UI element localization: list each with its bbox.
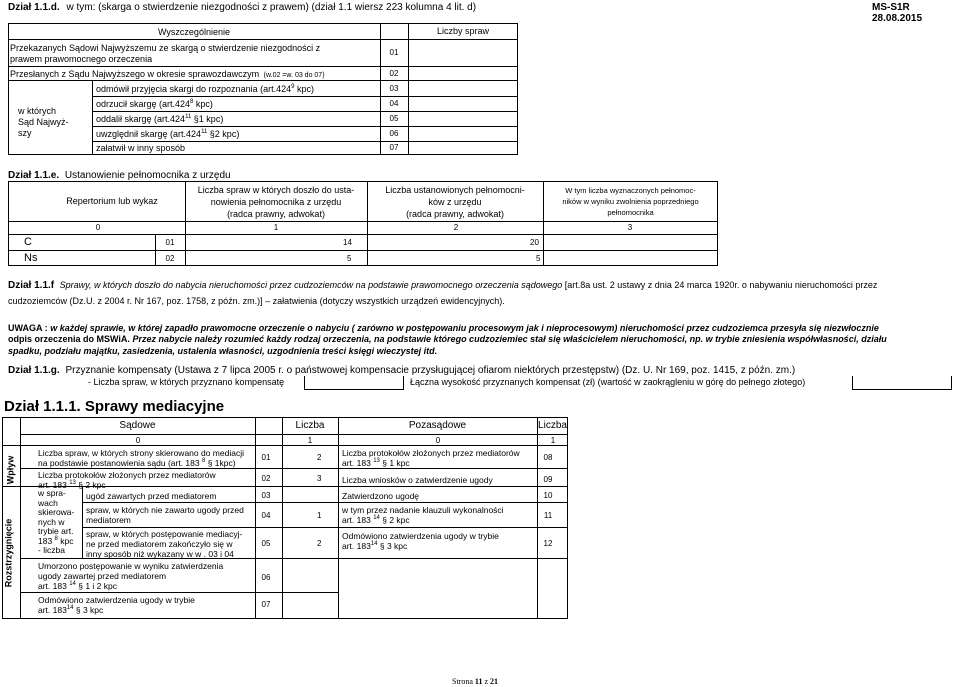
row06-label: uwzględnił skargę (art.424$^{11}$ §2 kpc)	[96, 129, 240, 139]
section-f-line2: cudzoziemców (Dz.U. z 2004 r. Nr 167, poz. 1758, z późn. zm.)] – załatwienia (dotyczy wszystkich urządzeń ewidencyjnych).	[8, 296, 505, 306]
section-d-title-rest: w tym: (skarga o stwierdzenie niezgodności z prawem) (dział 1.1 wiersz 223 kolumna 4 lit. d)	[66, 2, 477, 13]
section-e-title: Dział 1.1.e. Ustanowienie pełnomocnika z urzędu	[8, 170, 231, 181]
row03-code: 03	[389, 84, 399, 93]
med-row05-label: spraw, w których postępowanie mediacyj- ne przed mediatorem zakończyło się w inny sposób niż wykazany w w . 03 i 04	[86, 529, 243, 559]
h-pozasadowe: Pozasądowe	[408, 420, 467, 431]
col-count-header: Liczby spraw	[436, 26, 490, 36]
med-row06-label: Umorzono postępowanie w wyniku zatwierdzenia ugody zawartej przed mediatorem art. 183 $^{14}$ § 1 i 2 kpc	[38, 561, 224, 591]
side-rozstrzygniecie: Rozstrzygnięcie	[3, 518, 14, 588]
med-row12-code: 12	[543, 539, 553, 548]
section-g-count-label: - Liczba spraw, w których przyznano kompensatę	[88, 377, 285, 387]
med-row11-code: 11	[543, 511, 553, 520]
section-d-title	[8, 2, 476, 13]
row02-note: (w.02 =w. 03 do 07)	[263, 72, 325, 79]
group-label-1: w których	[18, 106, 57, 116]
header-col3: W tym liczba wyznaczonych pełnomoc- ników w wyniku zwolnienia poprzedniego pełnomocnika	[562, 186, 699, 217]
row-ns-v1: 5	[347, 254, 352, 263]
col-num-2: 2	[453, 223, 459, 232]
row-c-label: C	[24, 236, 32, 248]
uwaga-line1: UWAGA : w każdej sprawie, w której zapadło prawomocne orzeczenie o nabyciu ( zarówno w postępowaniu procesowym jak i nieprocesowym) nieruchomości przez cudzoziemca przesyła się niezwłocznie	[8, 323, 879, 333]
uwaga-line3: spadku, podziału majątku, zasiedzenia, ustalenia własności, uzgodnienia treści księgi wieczystej itd.	[8, 346, 438, 356]
med-row09-code: 09	[543, 475, 553, 484]
med-row02-code: 02	[261, 474, 271, 483]
row02-text: Przesłanych z Sądu Najwyższego w okresie sprawozdawczym	[10, 69, 260, 79]
h-liczba1: Liczba	[295, 420, 325, 431]
med-row11-label: w tym przez nadanie klauzuli wykonalności art. 183 $^{14}$ § 2 kpc	[342, 505, 504, 525]
med-row02-label: Liczba protokołów złożonych przez mediatorów art. 183 $^{13}$ § 2 kpc	[38, 470, 216, 490]
row05-label: oddalił skargę (art.424$^{11}$ §1 kpc)	[96, 114, 224, 124]
med-row05-val: 2	[317, 539, 322, 548]
med-row07-code: 07	[261, 600, 271, 609]
med-row03-label: ugód zawartych przed mediatorem	[86, 491, 217, 501]
col-num-0: 0	[95, 223, 101, 232]
section-g-amount-input[interactable]	[852, 376, 952, 390]
row05-code: 05	[389, 114, 399, 123]
row01-label-a: Przekazanych Sądowi Najwyższemu ze skargą o stwierdzenie niezgodności z	[10, 43, 321, 53]
row02-label	[10, 69, 325, 81]
group-label-2: Sąd Najwyż-	[18, 117, 69, 127]
page-footer: Strona 11 z 21	[452, 677, 499, 686]
med-row08-label: Liczba protokołów złożonych przez mediatorów art. 183 $^{13}$ § 1 kpc	[342, 448, 520, 468]
row-ns-code: 02	[165, 254, 175, 263]
row07-label: załatwił w inny sposób	[96, 143, 186, 153]
group-label-3: szy	[18, 128, 32, 138]
col-spec-header: Wyszczególnienie	[158, 27, 230, 37]
med-row05-code: 05	[261, 539, 271, 548]
col-num-1: 1	[273, 223, 279, 232]
row-c-code: 01	[165, 238, 175, 247]
header-col1: Liczba spraw w których doszło do usta- nowienia pełnomocnika z urzędu (radca prawny, adwokat)	[197, 185, 355, 219]
row04-code: 04	[389, 99, 399, 108]
med-row12-label: Odmówiono zatwierdzenia ugody w trybie art. $183^{14}$ § 3 kpc	[342, 531, 499, 551]
med-col-0b: 0	[435, 436, 441, 445]
group-label	[18, 106, 69, 139]
med-row04-val: 1	[317, 511, 322, 520]
med-row08-code: 08	[543, 453, 553, 462]
row02-code: 02	[389, 69, 399, 78]
med-row10-label: Zatwierdzono ugodę	[342, 491, 420, 501]
row01-code: 01	[389, 48, 399, 57]
h-sadowe: Sądowe	[119, 420, 156, 431]
row01-label-b: prawem prawomocnego orzeczenia	[10, 54, 153, 64]
med-row06-code: 06	[261, 573, 271, 582]
row03-label: odmówił przyjęcia skargi do rozpoznania (art.424$^9$ kpc)	[96, 84, 314, 94]
uwaga-line2: odpis orzeczenia do MSWiA. Przez nabycie należy rozumieć każdy rodzaj orzeczenia, na podstawie którego cudzoziemiec stał się właścicielem nieruchomości, np. w trybie zniesienia współwłasności, działu	[8, 334, 887, 344]
med-row01-code: 01	[261, 453, 271, 462]
form-code: MS-S1R 28.08.2015	[872, 2, 923, 24]
med-row02-val: 3	[317, 474, 322, 483]
med-row04-code: 04	[261, 511, 271, 520]
med-row09-label: Liczba wniosków o zatwierdzenie ugody	[342, 475, 493, 485]
h-liczba2: Liczba	[538, 420, 567, 431]
col-num-3: 3	[627, 223, 633, 232]
med-row04-label: spraw, w których nie zawarto ugody przed mediatorem	[86, 505, 244, 525]
header-col2: Liczba ustanowionych pełnomocni- ków z urzędu (radca prawny, adwokat)	[385, 185, 525, 219]
section-g-count-input[interactable]	[304, 376, 404, 390]
med-col-1b: 1	[550, 436, 556, 445]
row-c-v2: 20	[530, 238, 539, 247]
row-ns-label: Ns	[24, 252, 38, 264]
row07-code: 07	[389, 143, 399, 152]
header-repertorium: Repertorium lub wykaz	[66, 196, 158, 206]
med-row03-code: 03	[261, 491, 271, 500]
med-row01-val: 2	[317, 453, 322, 462]
med-row07-label: Odmówiono zatwierdzenia ugody w trybie art. $183^{14}$ § 3 kpc	[38, 595, 195, 615]
row06-code: 06	[389, 129, 399, 138]
section-g-amount-label: Łączna wysokość przyznanych kompensat (zł) (wartość w zaokrągleniu w górę do pełnego złotego)	[410, 377, 806, 387]
row04-label: odrzucił skargę (art.424$^8$ kpc)	[96, 99, 213, 109]
med-col-1a: 1	[307, 436, 313, 445]
section-f-line1: Dział 1.1.f Sprawy, w których doszło do nabycia nieruchomości przez cudzoziemców na podstawie prawomocnego orzeczenia sądowego [art.8a ust. 2 ustawy z dnia 24 marca 1920r. o nabywaniu nieruchomości przez	[8, 280, 878, 291]
side-wplyw: Wpływ	[5, 455, 16, 485]
row-c-v1: 14	[343, 238, 352, 247]
mediation-title: Dział 1.1.1. Sprawy mediacyjne	[4, 398, 225, 415]
section-d-title-prefix: Dział 1.1.d.	[8, 2, 60, 13]
med-col-0a: 0	[135, 436, 141, 445]
med-row01-label: Liczba spraw, w których strony skierowano do mediacji na podstawie postanowienia sądu (art. 183 $^8$ § 1kpc)	[38, 448, 244, 468]
row-ns-v2: 5	[536, 254, 541, 263]
rozstrz-label: w spra- wach skierowa- nych w trybie art. 183 $^8$ kpc - liczba	[38, 488, 75, 555]
med-row10-code: 10	[543, 491, 553, 500]
section-g-line1: Dział 1.1.g. Przyznanie kompensaty (Ustawa z 7 lipca 2005 r. o państwowej kompensacie przysługującej ofiarom niektórych przestępstw) (Dz. U. Nr 169, poz. 1415, z późn. zm.)	[8, 365, 796, 376]
